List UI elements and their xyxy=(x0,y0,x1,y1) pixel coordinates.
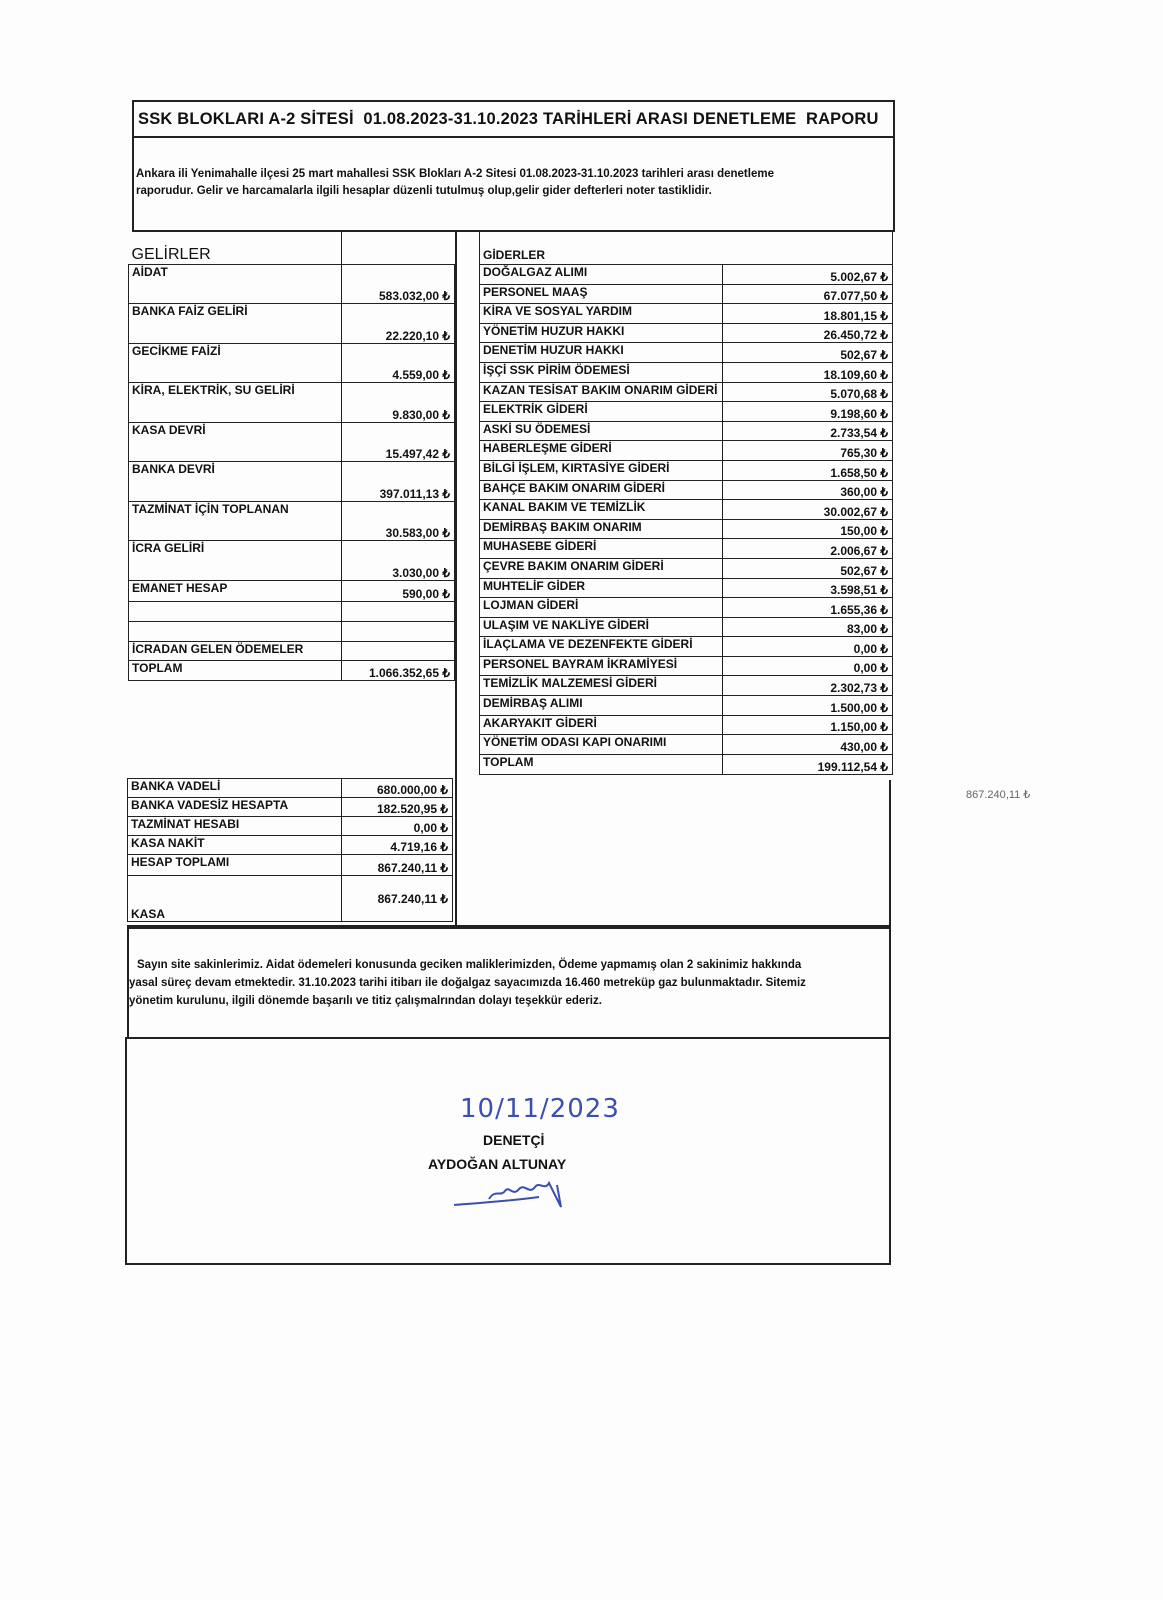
expense-row-value: 1.150,00 ₺ xyxy=(722,715,892,735)
income-row-label: BANKA FAİZ GELİRİ xyxy=(129,304,342,344)
income-row-value: 9.830,00 ₺ xyxy=(342,383,455,423)
expense-row xyxy=(480,304,893,324)
expense-row-value: 18.801,15 ₺ xyxy=(722,304,892,324)
expense-row-value: 2.006,67 ₺ xyxy=(722,539,892,559)
income-row-label: İCRA GELİRİ xyxy=(129,541,342,581)
income-table xyxy=(128,232,455,681)
expense-row-label: PERSONEL MAAŞ xyxy=(480,284,723,304)
income-header: GELİRLER xyxy=(129,232,342,264)
expense-row xyxy=(480,656,893,676)
expense-row-value: 30.002,67 ₺ xyxy=(722,500,892,520)
account-row xyxy=(128,798,453,817)
expense-total-row xyxy=(480,754,893,774)
expense-row xyxy=(480,323,893,343)
expense-row-label: KİRA VE SOSYAL YARDIM xyxy=(480,304,723,324)
expense-row-value: 502,67 ₺ xyxy=(722,343,892,363)
income-blank-row xyxy=(129,621,455,641)
expense-row-label: BAHÇE BAKIM ONARIM GİDERİ xyxy=(480,480,723,500)
income-row-label: BANKA DEVRİ xyxy=(129,462,342,502)
right-frame-line xyxy=(889,780,891,928)
account-row-label: BANKA VADELİ xyxy=(128,779,342,798)
auditor-name: AYDOĞAN ALTUNAY xyxy=(428,1156,567,1172)
income-row xyxy=(129,343,455,383)
expense-row xyxy=(480,460,893,480)
account-row-value: 680.000,00 ₺ xyxy=(342,779,453,798)
income-row-value: 583.032,00 ₺ xyxy=(342,264,455,304)
expense-row-label: ÇEVRE BAKIM ONARIM GİDERİ xyxy=(480,558,723,578)
expense-row-label: MUHASEBE GİDERİ xyxy=(480,539,723,559)
expense-row xyxy=(480,715,893,735)
intro-box xyxy=(132,136,895,232)
account-row xyxy=(128,817,453,836)
account-kasa-row-label: KASA xyxy=(128,876,342,922)
expense-row-value: 0,00 ₺ xyxy=(722,656,892,676)
expense-row xyxy=(480,578,893,598)
expense-row xyxy=(480,480,893,500)
income-row xyxy=(129,501,455,541)
income-header-blank xyxy=(342,232,455,264)
note-line-3: yönetim kurulunu, ilgili dönemde başarılı ve titiz çalışmalrından dolayı teşekkür ederiz. xyxy=(129,995,602,1007)
income-blank-row-label xyxy=(129,601,342,621)
expense-row-value: 67.077,50 ₺ xyxy=(722,284,892,304)
income-icra-odeme-row xyxy=(129,641,455,660)
expense-row-value: 18.109,60 ₺ xyxy=(722,362,892,382)
expense-row-value: 5.002,67 ₺ xyxy=(722,265,892,285)
income-total-row-value: 1.066.352,65 ₺ xyxy=(342,660,455,680)
note-line-1: Sayın site sakinlerimiz. Aidat ödemeleri konusunda geciken maliklerimizden, Ödeme yapmamış olan 2 sakinimiz hakkında xyxy=(137,959,802,971)
expense-row-label: BİLGİ İŞLEM, KIRTASİYE GİDERİ xyxy=(480,460,723,480)
expense-row-label: LOJMAN GİDERİ xyxy=(480,598,723,618)
signature-box xyxy=(125,1037,891,1265)
expense-row-label: TEMİZLİK MALZEMESİ GİDERİ xyxy=(480,676,723,696)
expense-row-value: 83,00 ₺ xyxy=(722,617,892,637)
income-row xyxy=(129,422,455,462)
income-row-label: TAZMİNAT İÇİN TOPLANAN xyxy=(129,501,342,541)
income-row-value: 4.559,00 ₺ xyxy=(342,343,455,383)
title-box xyxy=(132,100,895,138)
expense-row-value: 150,00 ₺ xyxy=(722,519,892,539)
income-row-label: AİDAT xyxy=(129,264,342,304)
income-blank-row-value xyxy=(342,601,455,621)
income-total-row xyxy=(129,660,455,680)
expense-row-label: DENETİM HUZUR HAKKI xyxy=(480,343,723,363)
account-row xyxy=(128,836,453,855)
account-row-value: 4.719,16 ₺ xyxy=(342,836,453,855)
account-row-label: TAZMİNAT HESABI xyxy=(128,817,342,836)
income-emanet-row xyxy=(129,580,455,601)
expense-row xyxy=(480,558,893,578)
income-blank-row xyxy=(129,601,455,621)
expense-row-value: 1.500,00 ₺ xyxy=(722,696,892,716)
expense-row-label: MUHTELİF GİDER xyxy=(480,578,723,598)
expense-row xyxy=(480,735,893,755)
intro-line-2: raporudur. Gelir ve harcamalarla ilgili hesaplar düzenli tutulmuş olup,gelir gider defterleri noter tastiklidir. xyxy=(136,185,712,197)
expense-row-label: YÖNETİM HUZUR HAKKI xyxy=(480,323,723,343)
expense-row-value: 1.658,50 ₺ xyxy=(722,460,892,480)
income-row-value: 22.220,10 ₺ xyxy=(342,304,455,344)
expense-row-value: 502,67 ₺ xyxy=(722,558,892,578)
note-line-2: yasal süreç devam etmektedir. 31.10.2023 tarihi itibarı ile doğalgaz sayacımızda 16.460 metreküp gaz bulunmaktadır. Sitemiz xyxy=(129,977,806,989)
income-row-label: KİRA, ELEKTRİK, SU GELİRİ xyxy=(129,383,342,423)
expense-row-label: PERSONEL BAYRAM İKRAMİYESİ xyxy=(480,656,723,676)
expense-row xyxy=(480,617,893,637)
report-title: SSK BLOKLARI A-2 SİTESİ 01.08.2023-31.10.2023 TARİHLERİ ARASI DENETLEME RAPORU xyxy=(138,110,879,128)
expense-table xyxy=(479,230,893,775)
note-box xyxy=(127,927,891,1039)
expense-row-value: 1.655,36 ₺ xyxy=(722,598,892,618)
income-blank-row-value xyxy=(342,621,455,641)
center-divider xyxy=(455,232,457,926)
expense-row xyxy=(480,343,893,363)
expense-row xyxy=(480,284,893,304)
expense-row-label: KANAL BAKIM VE TEMİZLİK xyxy=(480,500,723,520)
income-row-value: 397.011,13 ₺ xyxy=(342,462,455,502)
expense-row-value: 430,00 ₺ xyxy=(722,735,892,755)
income-blank-row-label xyxy=(129,621,342,641)
income-emanet-row-value: 590,00 ₺ xyxy=(342,580,455,601)
expense-row-label: ELEKTRİK GİDERİ xyxy=(480,402,723,422)
income-row xyxy=(129,304,455,344)
expense-row xyxy=(480,402,893,422)
expense-row xyxy=(480,362,893,382)
expense-row-value: 9.198,60 ₺ xyxy=(722,402,892,422)
account-row-label: BANKA VADESİZ HESAPTA xyxy=(128,798,342,817)
income-total-row-label: TOPLAM xyxy=(129,660,342,680)
income-emanet-row-label: EMANET HESAP xyxy=(129,580,342,601)
expense-row xyxy=(480,696,893,716)
expense-row-label: İŞÇİ SSK PİRİM ÖDEMESİ xyxy=(480,362,723,382)
expense-row-label: YÖNETİM ODASI KAPI ONARIMI xyxy=(480,735,723,755)
handwritten-date: 10/11/2023 xyxy=(460,1094,620,1124)
expense-total-row-value: 199.112,54 ₺ xyxy=(722,754,892,774)
expense-row xyxy=(480,421,893,441)
expense-row-value: 26.450,72 ₺ xyxy=(722,323,892,343)
income-row xyxy=(129,541,455,581)
signature-scribble xyxy=(449,1167,599,1217)
expense-row xyxy=(480,441,893,461)
income-row-label: GECİKME FAİZİ xyxy=(129,343,342,383)
account-row-value: 182.520,95 ₺ xyxy=(342,798,453,817)
expense-row xyxy=(480,676,893,696)
expense-row-value: 2.733,54 ₺ xyxy=(722,421,892,441)
income-row xyxy=(129,264,455,304)
account-row xyxy=(128,779,453,798)
expense-row-label: DOĞALGAZ ALIMI xyxy=(480,265,723,285)
expense-row-label: İLAÇLAMA VE DEZENFEKTE GİDERİ xyxy=(480,637,723,657)
side-total-value: 867.240,11 ₺ xyxy=(966,789,1031,801)
income-row-value: 30.583,00 ₺ xyxy=(342,501,455,541)
auditor-role: DENETÇİ xyxy=(483,1132,545,1148)
accounts-table xyxy=(127,778,453,922)
income-row xyxy=(129,462,455,502)
expense-row xyxy=(480,539,893,559)
account-row xyxy=(128,855,453,876)
expense-row-value: 0,00 ₺ xyxy=(722,637,892,657)
expense-row xyxy=(480,265,893,285)
account-row-label: HESAP TOPLAMI xyxy=(128,855,342,876)
account-row-value: 867.240,11 ₺ xyxy=(342,855,453,876)
income-row-label: KASA DEVRİ xyxy=(129,422,342,462)
expense-row-label: AKARYAKIT GİDERİ xyxy=(480,715,723,735)
expense-row-label: DEMİRBAŞ ALIMI xyxy=(480,696,723,716)
expense-row-label: ULAŞIM VE NAKLİYE GİDERİ xyxy=(480,617,723,637)
income-icra-odeme-row-value xyxy=(342,641,455,660)
expense-row-label: KAZAN TESİSAT BAKIM ONARIM GİDERİ xyxy=(480,382,723,402)
expense-row xyxy=(480,500,893,520)
expense-header: GİDERLER xyxy=(480,231,893,265)
expense-row-value: 3.598,51 ₺ xyxy=(722,578,892,598)
expense-row xyxy=(480,637,893,657)
expense-total-row-label: TOPLAM xyxy=(480,754,723,774)
account-kasa-row xyxy=(128,876,453,922)
expense-row xyxy=(480,519,893,539)
expense-row-label: HABERLEŞME GİDERİ xyxy=(480,441,723,461)
expense-row-value: 5.070,68 ₺ xyxy=(722,382,892,402)
expense-row-value: 2.302,73 ₺ xyxy=(722,676,892,696)
account-row-label: KASA NAKİT xyxy=(128,836,342,855)
account-row-value: 0,00 ₺ xyxy=(342,817,453,836)
income-row-value: 3.030,00 ₺ xyxy=(342,541,455,581)
income-icra-odeme-row-label: İCRADAN GELEN ÖDEMELER xyxy=(129,641,342,660)
account-kasa-row-value: 867.240,11 ₺ xyxy=(342,876,453,922)
income-row xyxy=(129,383,455,423)
expense-row xyxy=(480,598,893,618)
expense-row xyxy=(480,382,893,402)
expense-row-label: ASKİ SU ÖDEMESİ xyxy=(480,421,723,441)
intro-line-1: Ankara ili Yenimahalle ilçesi 25 mart mahallesi SSK Blokları A-2 Sitesi 01.08.2023-31.10.2023 tarihleri arası denetleme xyxy=(136,168,774,180)
expense-row-label: DEMİRBAŞ BAKIM ONARIM xyxy=(480,519,723,539)
expense-row-value: 765,30 ₺ xyxy=(722,441,892,461)
expense-row-value: 360,00 ₺ xyxy=(722,480,892,500)
income-row-value: 15.497,42 ₺ xyxy=(342,422,455,462)
